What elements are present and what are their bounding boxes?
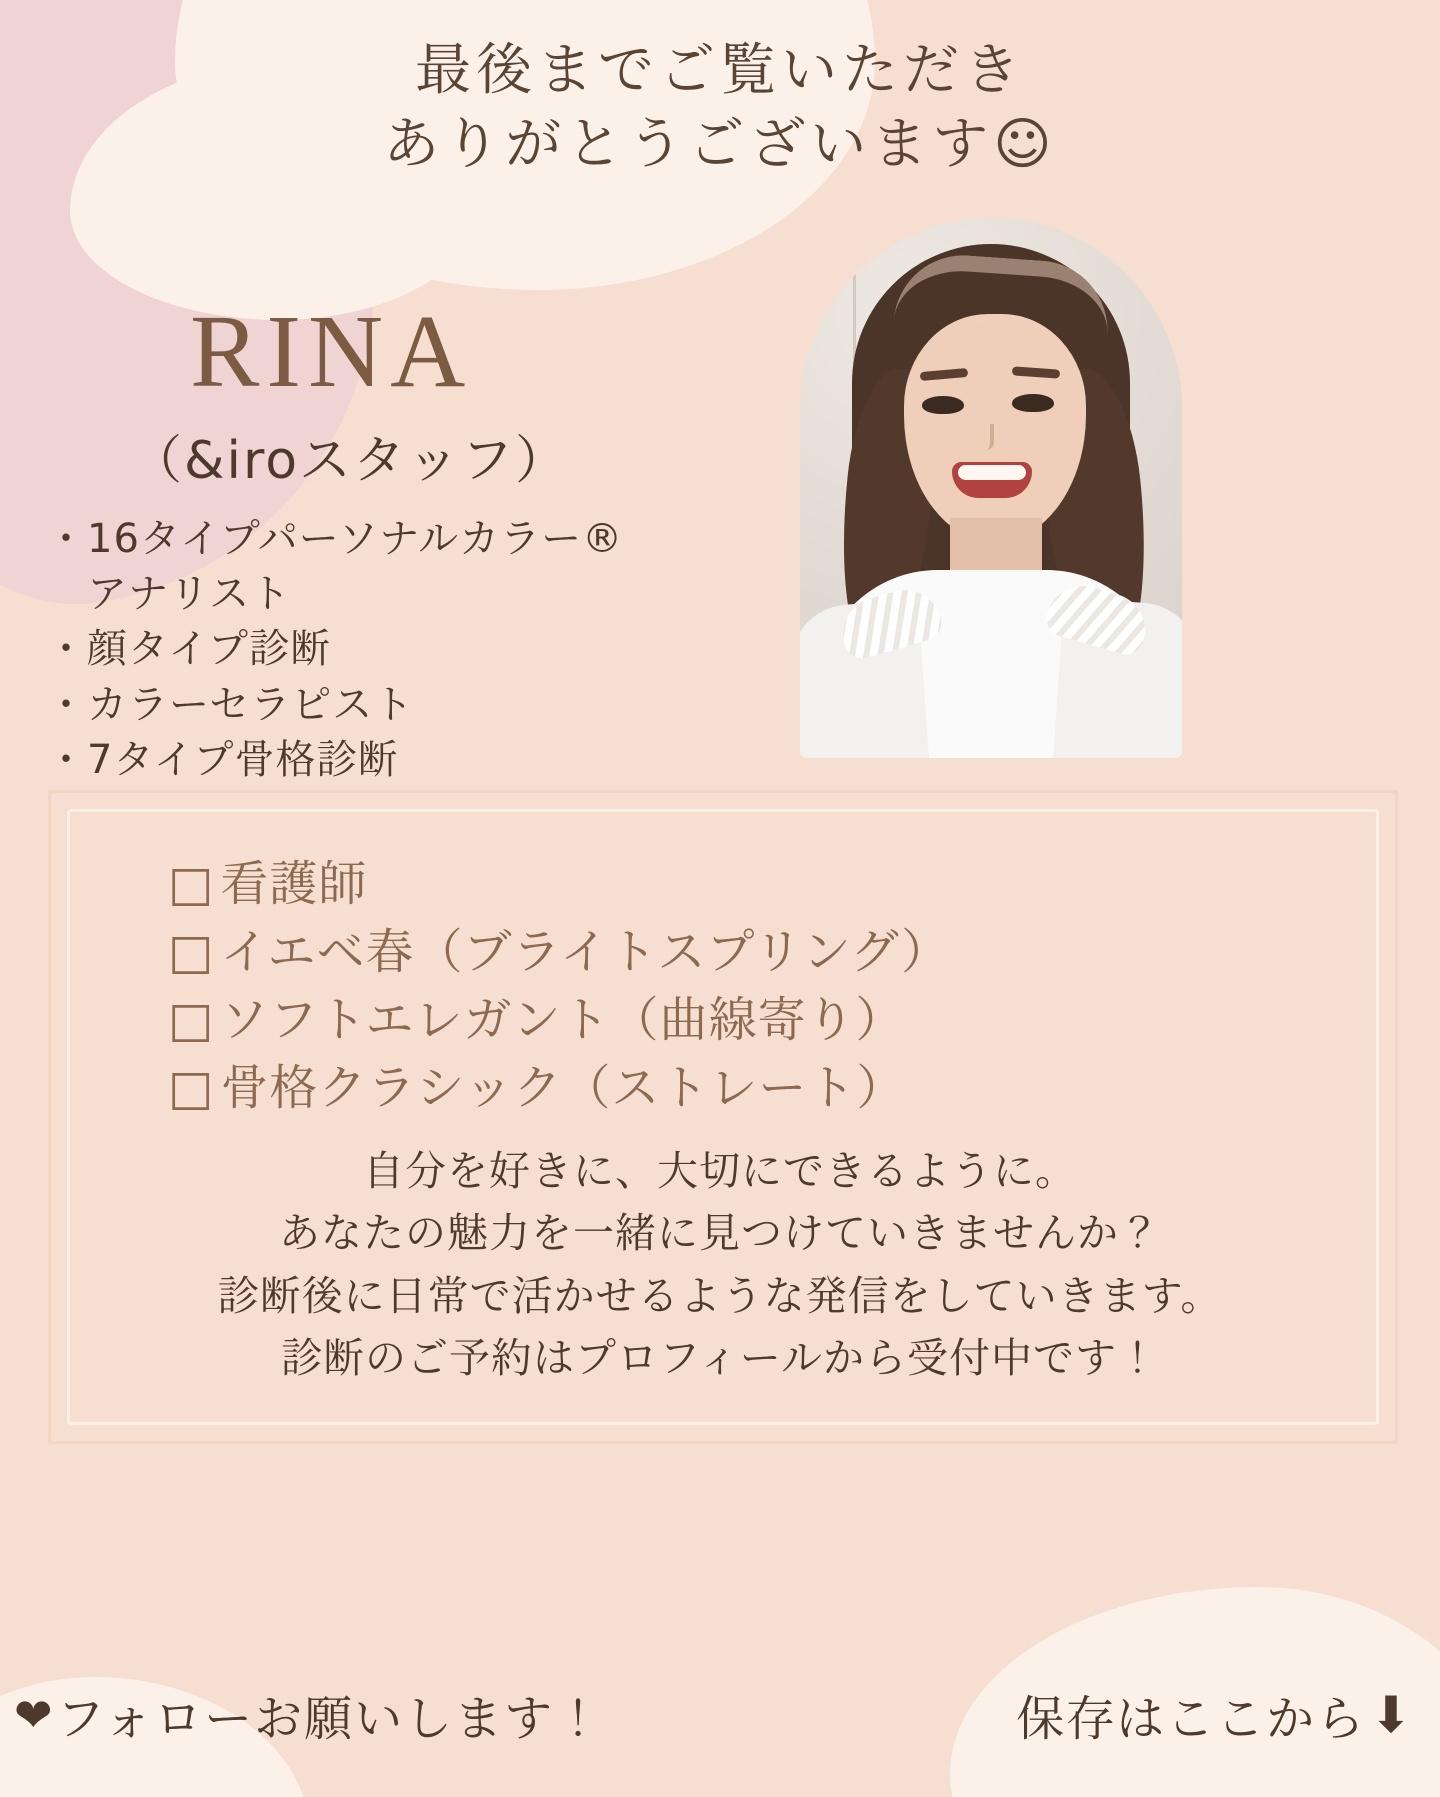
message-line: あなたの魅力を一緒に見つけていきませんか？ (279, 1209, 1161, 1258)
page-title (0, 34, 1440, 182)
photo-eye-right (1012, 394, 1054, 412)
photo-eye-left (922, 396, 964, 414)
panel-corner-bottom-left (48, 1395, 97, 1444)
message-line: 自分を好きに、大切にできるように。 (363, 1147, 1077, 1195)
follow-cta[interactable] (14, 1680, 604, 1749)
checkbox-icon: □ (168, 856, 215, 912)
heart-icon: ❤ (14, 1687, 55, 1742)
profile-photo (800, 218, 1182, 758)
follow-cta-label: フォローお願いします！ (56, 1691, 605, 1747)
profile-name: RINA (190, 294, 473, 409)
page-title-line2: ありがとうございます☺ (383, 111, 1057, 177)
checklist-item-label: ソフトエレガント（曲線寄り） (220, 992, 905, 1049)
checkbox-icon: □ (168, 1060, 215, 1117)
credentials-list (46, 512, 766, 788)
checklist-item (168, 850, 950, 918)
credential-item: ・カラーセラピスト (46, 681, 415, 728)
photo-nose (978, 424, 994, 450)
message-block (48, 1140, 1392, 1389)
panel-corner-top-left (48, 790, 97, 839)
credential-item: アナリスト (46, 571, 292, 618)
checklist-item-label: 看護師 (220, 856, 368, 912)
checklist-item (168, 986, 950, 1054)
checklist-item-label: イエベ春（ブライトスプリング） (220, 924, 951, 981)
checkbox-icon: □ (168, 992, 215, 1049)
checklist-item (168, 1054, 950, 1122)
panel-corner-bottom-right (1349, 1395, 1398, 1444)
photo-teeth (958, 465, 1026, 480)
checkbox-icon: □ (168, 924, 215, 981)
attribute-checklist (168, 850, 950, 1123)
save-cta-label: 保存はここから (1016, 1691, 1367, 1747)
credential-item: ・16タイプパーソナルカラー® (46, 516, 624, 562)
panel-corner-top-right (1349, 790, 1398, 839)
checklist-item (168, 918, 950, 986)
save-cta[interactable] (1016, 1680, 1414, 1749)
message-line: 診断のご予約はプロフィールから受付中です！ (281, 1333, 1159, 1382)
photo-mouth (952, 462, 1032, 498)
checklist-item-label: 骨格クラシック（ストレート） (220, 1060, 906, 1117)
credential-item: ・7タイプ骨格診断 (46, 736, 399, 783)
page-title-line1: 最後までご覧いただき (415, 38, 1025, 103)
message-line: 診断後に日常で活かせるような発信をしていきます。 (217, 1271, 1223, 1320)
profile-role: （&iroスタッフ） (130, 431, 570, 491)
arrow-down-icon: ⬇ (1370, 1685, 1414, 1744)
credential-item: ・顔タイプ診断 (46, 626, 331, 673)
